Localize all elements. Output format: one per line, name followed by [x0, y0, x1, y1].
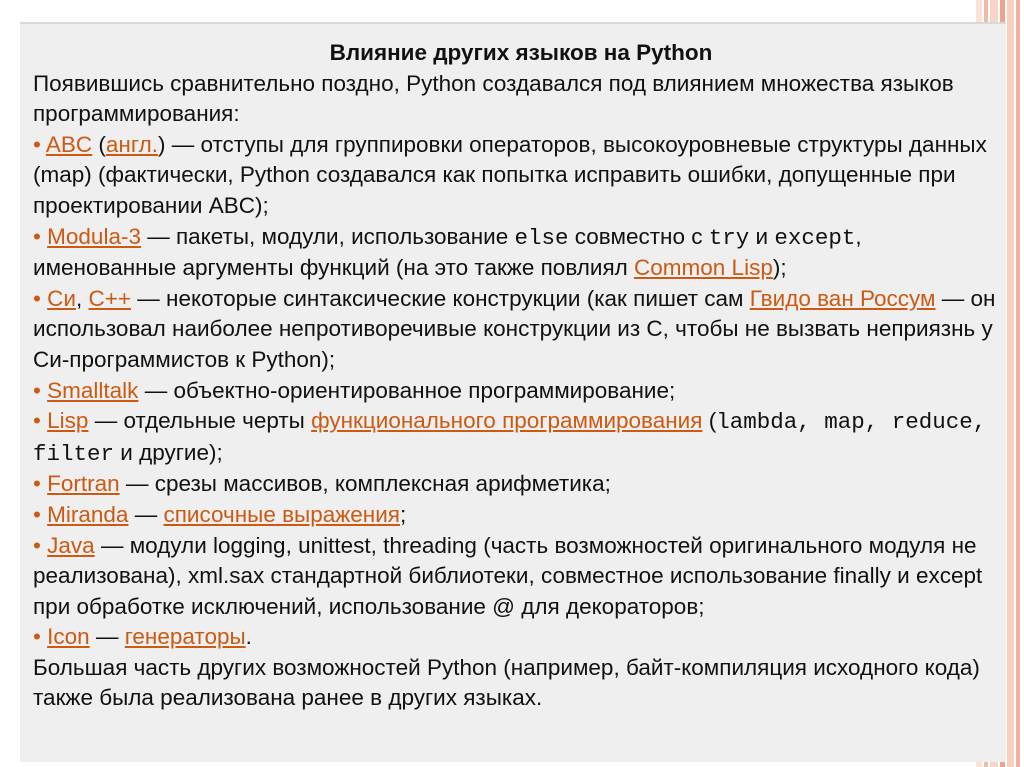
list-item-lisp [33, 406, 999, 469]
list-item-smalltalk [33, 376, 999, 407]
link-java[interactable]: Java [47, 532, 95, 558]
link-lisp[interactable]: Lisp [47, 408, 89, 434]
list-item-fortran [33, 469, 999, 500]
text-segment: — объектно-ориентированное программирование; [138, 377, 676, 403]
bullet-icon: • [33, 532, 41, 558]
text-segment: , [75, 285, 89, 311]
list-item-abc [33, 130, 999, 222]
text-segment: ( [702, 408, 717, 434]
text-segment: ( [92, 131, 106, 157]
link-miranda[interactable]: Miranda [47, 501, 129, 527]
link-common-lisp[interactable]: Common Lisp [634, 255, 773, 281]
slide-body [33, 38, 999, 714]
list-item-c [33, 284, 999, 376]
link-cpp[interactable]: C++ [88, 285, 132, 311]
bullet-icon: • [33, 377, 41, 403]
code-try: try [708, 224, 750, 251]
text-segment: совместно с [568, 223, 709, 249]
bullet-icon: • [33, 285, 41, 311]
text-segment: — он использовал наиболее непротиворечивые конструкции из C, чтобы не вызвать неприязнь у Си-программистов к Python); [33, 285, 996, 372]
bullet-icon: • [33, 624, 41, 650]
link-guido-van-rossum[interactable]: Гвидо ван Россум [749, 285, 936, 311]
list-item-modula [33, 222, 999, 284]
bullet-icon: • [33, 223, 41, 249]
slide-title: Влияние других языков на Python [329, 40, 713, 65]
text-segment: ); [772, 255, 787, 281]
link-functional-programming[interactable]: функционального программирования [311, 408, 703, 434]
link-english[interactable]: англ. [105, 131, 158, 157]
link-fortran[interactable]: Fortran [47, 471, 120, 497]
bullet-icon: • [33, 501, 41, 527]
list-item-icon [33, 622, 999, 653]
text-segment: — модули logging, unittest, threading (часть возможностей оригинального модуля не реализована), xml.sax стандартной библиотеки, совместное использование finally и except при обработке исключений, использование @ для декораторов; [33, 532, 983, 619]
text-segment: — [89, 624, 125, 650]
bullet-icon: • [33, 131, 41, 157]
bullet-icon: • [33, 471, 41, 497]
link-modula-3[interactable]: Modula-3 [47, 223, 141, 249]
text-segment: ) — отступы для группировки операторов, высокоуровневые структуры данных (map) (фактически, Python создавался как попытка исправить ошибки, допущенные при проектировании ABC); [33, 131, 987, 218]
link-abc[interactable]: ABC [45, 131, 93, 157]
link-smalltalk[interactable]: Smalltalk [47, 377, 139, 403]
conclusion-paragraph: Большая часть других возможностей Python (например, байт-компиляция исходного кода) также была реализована ранее в других языках. [33, 654, 980, 711]
text-segment: ; [399, 501, 407, 527]
text-segment: и другие); [114, 439, 223, 465]
list-item-miranda [33, 500, 999, 531]
text-segment: , именованные аргументы функций (на это также повлиял [33, 223, 862, 281]
code-except: except [774, 224, 856, 251]
text-segment: — [128, 501, 164, 527]
text-segment: — отдельные черты [88, 408, 312, 434]
link-icon[interactable]: Icon [47, 624, 90, 650]
code-functions: lambda, map, reduce, filter [33, 409, 987, 467]
link-generators[interactable]: генераторы [124, 624, 246, 650]
text-segment: — некоторые синтаксические конструкции (как пишет сам [131, 285, 750, 311]
stripe [1016, 0, 1020, 767]
text-segment: . [245, 624, 252, 650]
text-segment: — пакеты, модули, использование [140, 223, 515, 249]
bullet-icon: • [33, 408, 41, 434]
intro-paragraph: Появившись сравнительно поздно, Python создавался под влиянием множества языков программирования: [33, 70, 954, 127]
code-else: else [514, 224, 569, 251]
text-segment: — срезы массивов, комплексная арифметика; [119, 471, 611, 497]
link-c[interactable]: Си [47, 285, 76, 311]
list-item-java [33, 531, 999, 623]
text-segment: и [749, 223, 775, 249]
link-list-comprehensions[interactable]: списочные выражения [163, 501, 400, 527]
stripe [1007, 0, 1014, 767]
